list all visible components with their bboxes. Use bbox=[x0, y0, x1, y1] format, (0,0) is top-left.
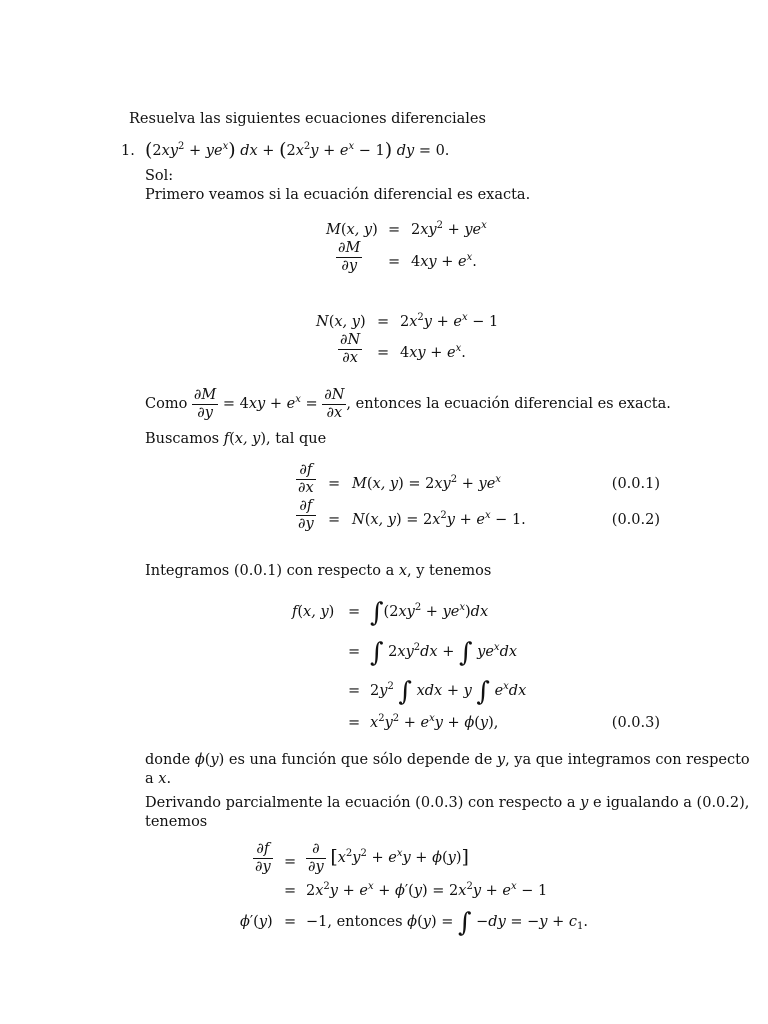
eq-f-eq-3: = bbox=[348, 683, 361, 699]
eq-number-2: (0.0.2) bbox=[611, 512, 660, 528]
como-line: Como $\frac{\partial M}{\partial y}$ = $4xy + e^x$ = $\frac{\partial N}{\partial x}$ , entonces la ecuación diferencial es exacta. bbox=[145, 387, 671, 421]
integramos-text-1: Integramos (0.0.1) con respecto a bbox=[145, 563, 395, 579]
derivando-text-3: tenemos bbox=[145, 814, 208, 830]
intro-text: Primero veamos si la ecuación diferencial es exacta. bbox=[145, 187, 531, 203]
heading: Resuelva las siguientes ecuaciones diferenciales bbox=[129, 111, 486, 127]
eq-f-rhs-2: ∫ $2xy^2dx$ + ∫ $ye^xdx$ bbox=[370, 638, 518, 668]
eq-final-lhs-1: $\frac{\partial f}{\partial y}$ bbox=[255, 841, 271, 875]
como-label: Como bbox=[145, 396, 188, 413]
eq-M-equals: = bbox=[388, 222, 401, 238]
eq-final-eq-2: = bbox=[284, 883, 297, 899]
derivando-text-1: Derivando parcialmente la ecuación (0.0.3) con respecto a bbox=[145, 795, 576, 811]
eq-df-dy-equals: = bbox=[328, 512, 341, 528]
derivando-paragraph: Derivando parcialmente la ecuación (0.0.3) con respecto a y e igualando a (0.0.2), tenemos bbox=[145, 795, 750, 830]
eq-final-eq-3: = bbox=[284, 914, 297, 930]
eq-df-dx-rhs: M(x, $y) = 2xy^2 + ye^x$ bbox=[352, 474, 501, 492]
sol-label: Sol: bbox=[145, 168, 174, 184]
eq-f-rhs-1: $\int(2xy^2 + ye^x)dx$ bbox=[370, 598, 489, 628]
eq-dM-dy-lhs: $\frac{\partial M}{\partial y}$ bbox=[338, 240, 361, 274]
eq-final-lhs-3: ϕ′(y) bbox=[240, 914, 273, 930]
como-tail: , entonces la ecuación diferencial es exacta. bbox=[346, 396, 671, 413]
eq-f-lhs: f(x, y) bbox=[292, 604, 335, 620]
eq-f-eq-1: = bbox=[348, 604, 361, 620]
eq-dN-rhs: $4xy + e^x$. bbox=[400, 343, 466, 361]
entonces-text: entonces bbox=[336, 914, 403, 930]
eq-f-rhs-4: $x^2y^2 + e^xy + \phi(y)$, bbox=[370, 713, 499, 731]
eq-number-1: (0.0.1) bbox=[611, 476, 660, 492]
eq-df-dx-equals: = bbox=[328, 476, 341, 492]
eq-N-lhs: N(x, y) bbox=[316, 314, 366, 330]
eq-final-rhs-1: $\frac{\partial}{\partial y}$ $[x^2y^2 + e^xy + \phi(y)]$ bbox=[308, 841, 469, 875]
donde-text-2: es una función que sólo depende de bbox=[228, 752, 493, 768]
eq-final-rhs-2: $2x^2y + e^x + \phi'(y) = 2x^2y + e^x - 1$ bbox=[306, 881, 548, 899]
buscamos-text: Buscamos bbox=[145, 431, 220, 447]
eq-M-rhs: $2xy^2 + ye^x$ bbox=[411, 220, 487, 238]
integramos-line: Integramos (0.0.1) con respecto a x, y tenemos bbox=[145, 563, 492, 579]
problem-equation: $(2xy^2 + ye^x)$ dx + $(2x^2y + e^x - 1)$ dy = 0. bbox=[145, 139, 450, 161]
problem-number: 1. bbox=[121, 143, 135, 159]
eq-f-eq-4: = bbox=[348, 715, 361, 731]
tal-que-text: , tal que bbox=[266, 431, 327, 447]
eq-df-dx-lhs: $\frac{\partial f}{\partial x}$ bbox=[298, 462, 314, 496]
eq-f-rhs-3: $2y^2$ ∫ xdx + y ∫ $e^xdx$ bbox=[370, 677, 527, 707]
eq-dN-dx-lhs: $\frac{\partial N}{\partial x}$ bbox=[340, 332, 361, 366]
eq-final-rhs-3: −1, entonces ϕ(y) = ∫ $-dy = -y + c_1$. bbox=[306, 908, 588, 938]
donde-text-1: donde bbox=[145, 752, 191, 768]
eq-f-eq-2: = bbox=[348, 644, 361, 660]
integramos-text-2: , y tenemos bbox=[407, 563, 492, 579]
eq-final-eq-1: = bbox=[284, 854, 297, 870]
eq-number-3: (0.0.3) bbox=[611, 715, 660, 731]
donde-text-3: , ya que integramos con respecto bbox=[505, 752, 750, 768]
donde-paragraph: donde ϕ(y) es una función que sólo depende de y, ya que integramos con respecto a x. bbox=[145, 752, 750, 787]
eq-df-dy-rhs: N(x, $y) = 2x^2y + e^x - 1$. bbox=[352, 510, 526, 528]
donde-text-4: a bbox=[145, 771, 154, 787]
eq-dM-equals: = bbox=[388, 254, 401, 270]
eq-dN-equals: = bbox=[377, 345, 390, 361]
derivando-text-2: e igualando a (0.0.2), bbox=[592, 795, 750, 811]
eq-df-dy-lhs: $\frac{\partial f}{\partial y}$ bbox=[298, 498, 314, 532]
eq-dM-rhs: $4xy + e^x$. bbox=[411, 252, 477, 270]
eq-M-lhs: M(x, y) bbox=[326, 222, 378, 238]
eq-N-rhs: $2x^2y + e^x - 1$ bbox=[400, 312, 499, 330]
eq-N-equals: = bbox=[377, 314, 390, 330]
buscamos-line: Buscamos f(x, y), tal que bbox=[145, 431, 327, 447]
